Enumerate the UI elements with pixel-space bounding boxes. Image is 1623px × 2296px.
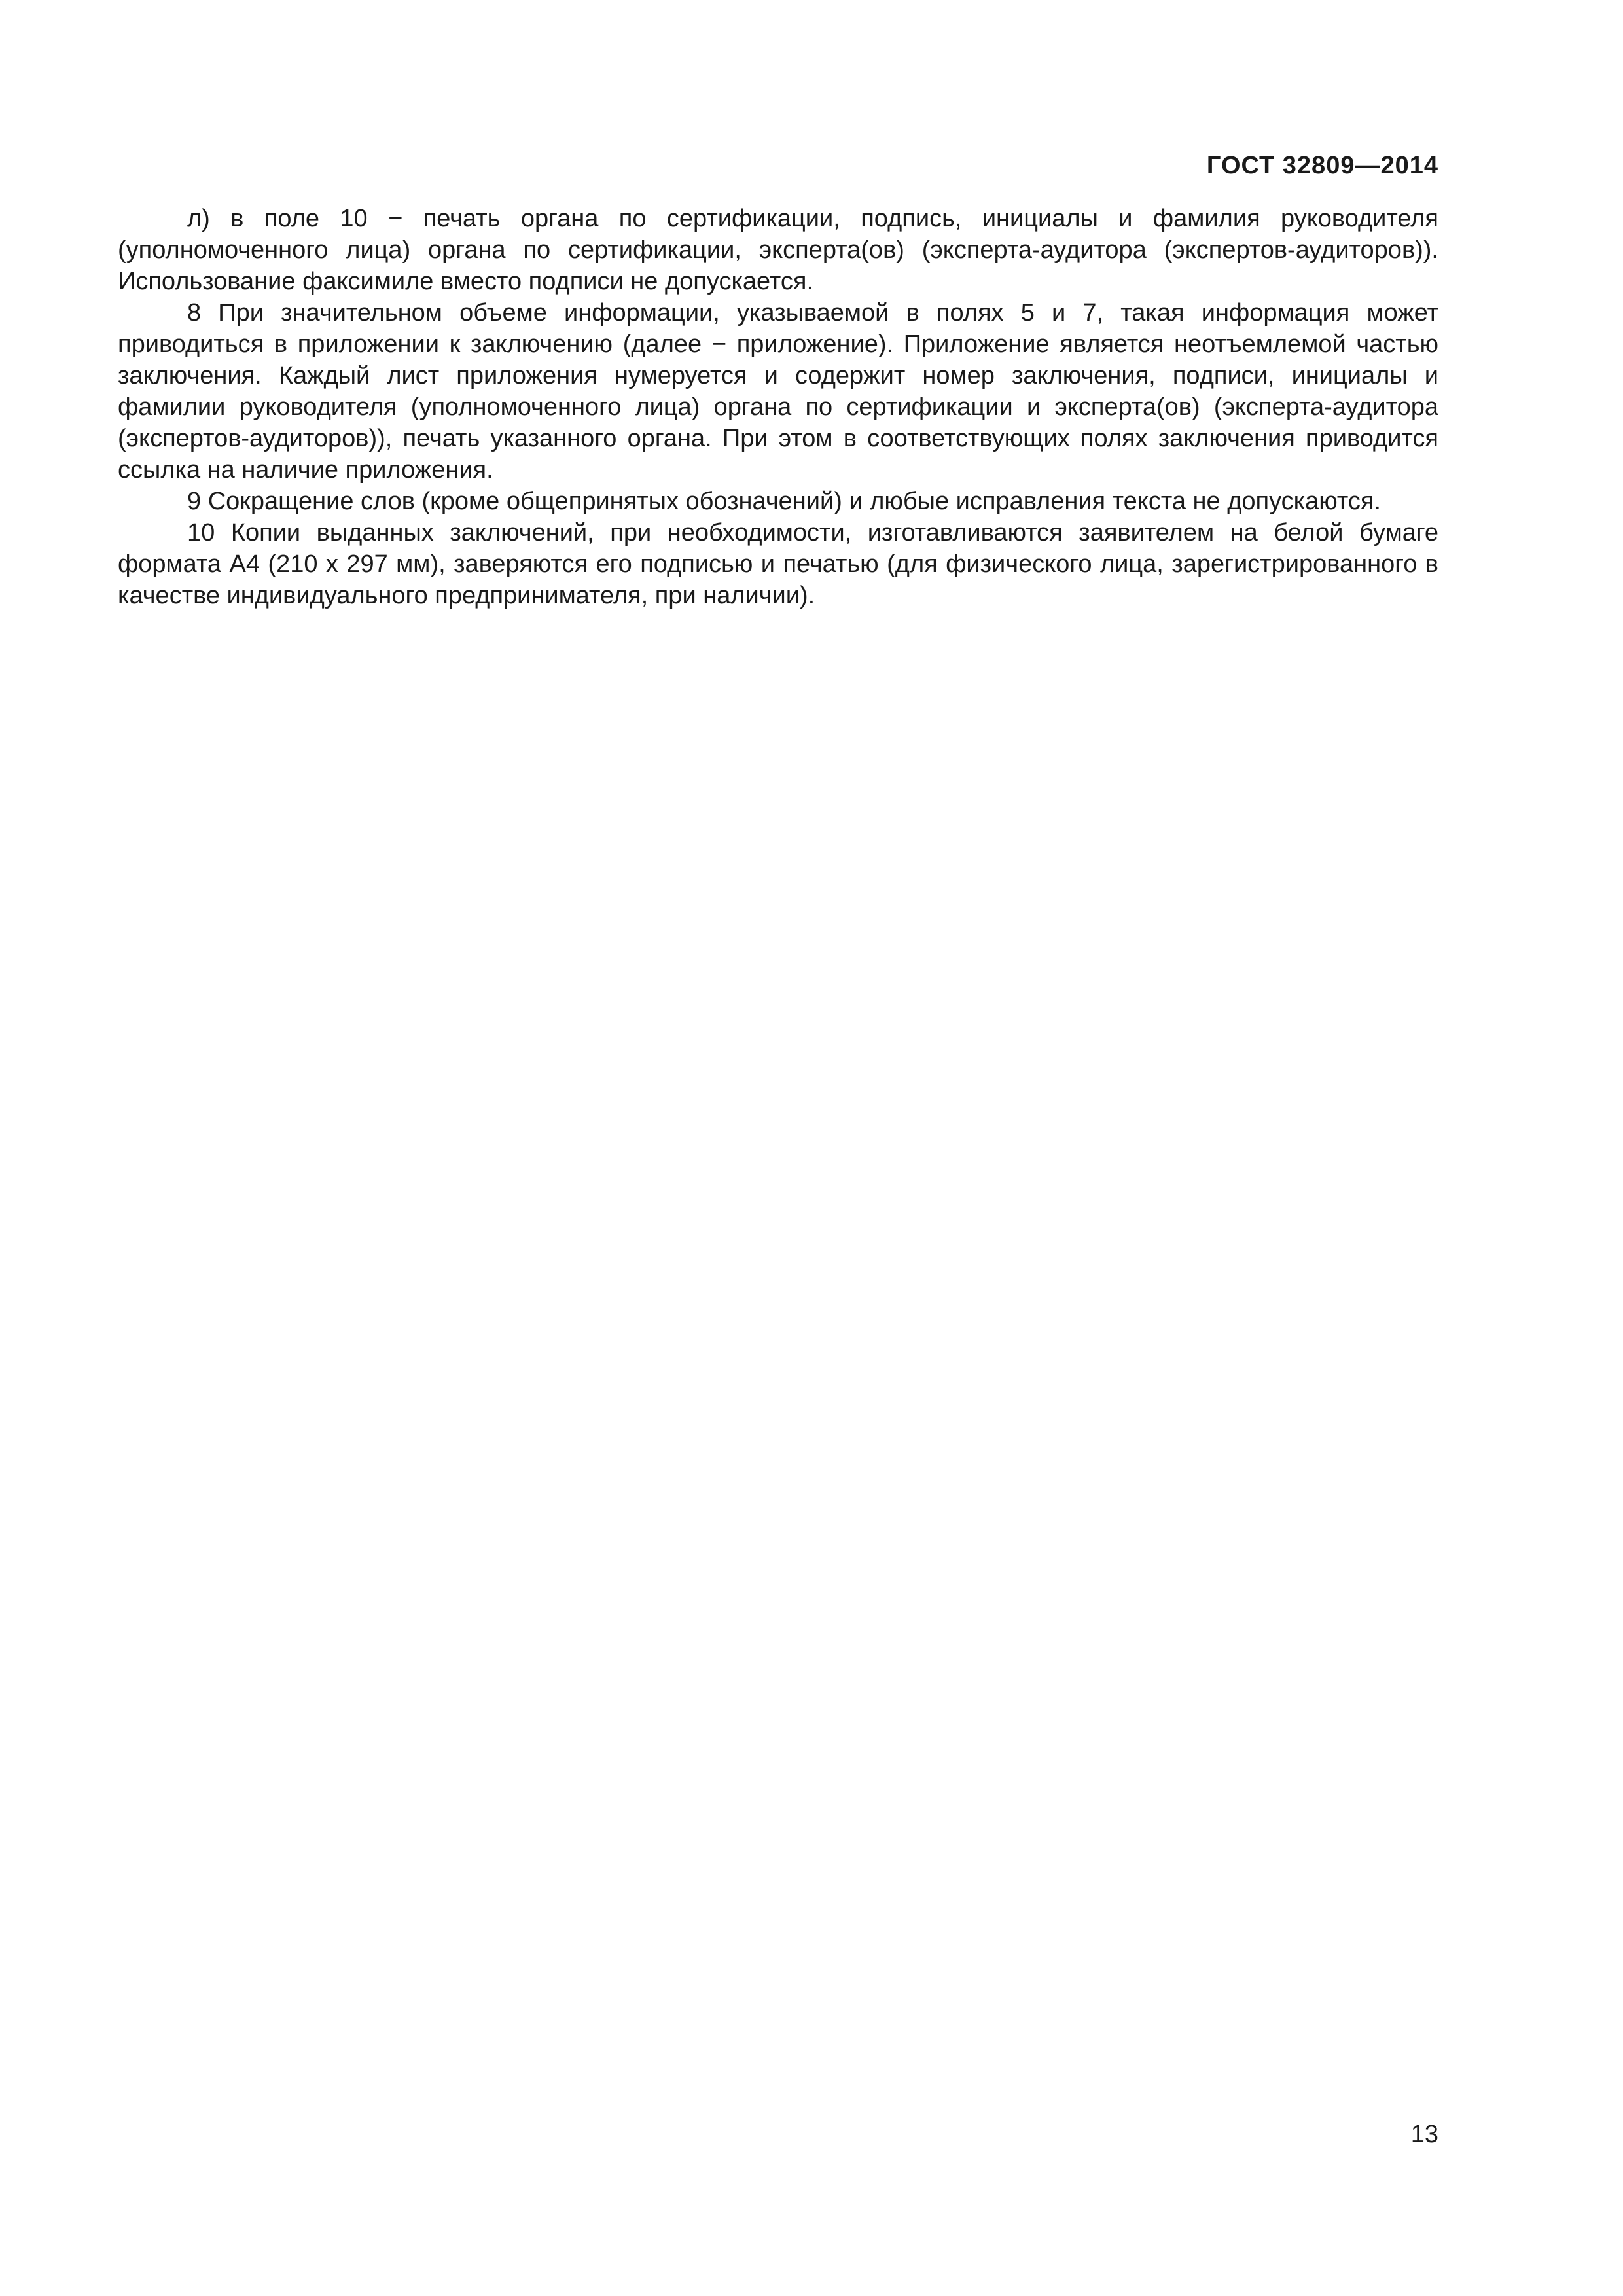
document-body: [118, 203, 1438, 611]
page-number: 13: [1410, 2121, 1438, 2148]
paragraph-item-l: л) в поле 10 − печать органа по сертификации, подпись, инициалы и фамилия руководителя (уполномоченного лица) органа по сертификации, эксперта(ов) (эксперта-аудитора (экспертов-аудиторов)). Использование факсимиле вместо подписи не допускается.: [118, 205, 1438, 295]
document-header-standard-id: ГОСТ 32809—2014: [1206, 152, 1438, 179]
paragraph-8: 8 При значительном объеме информации, указываемой в полях 5 и 7, такая информация может приводиться в приложении к заключению (далее − приложение). Приложение является неотъемлемой частью заключения. Каждый лист приложения нумеруется и содержит номер заключения, подписи, инициалы и фамилии руководителя (уполномоченного лица) органа по сертификации и эксперта(ов) (эксперта-аудитора (экспертов-аудиторов)), печать указанного органа. При этом в соответствующих полях заключения приводится ссылка на наличие приложения.: [118, 299, 1438, 484]
paragraph-9: 9 Сокращение слов (кроме общепринятых обозначений) и любые исправления текста не допускаются.: [187, 488, 1382, 515]
paragraph-10: 10 Копии выданных заключений, при необходимости, изготавливаются заявителем на белой бумаге формата А4 (210 х 297 мм), заверяются его подписью и печатью (для физического лица, зарегистрированного в качестве индивидуального предпринимателя, при наличии).: [118, 519, 1438, 609]
